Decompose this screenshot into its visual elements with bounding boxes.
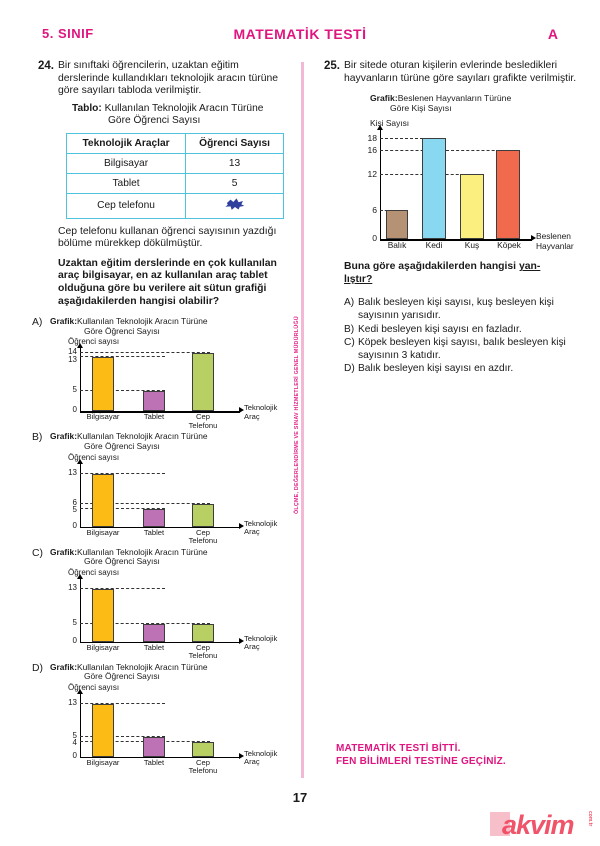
answer-option-c[interactable]: [344, 337, 580, 362]
option-a-ylabel: Öğrenci sayısı: [68, 337, 120, 347]
chart-title-label: Grafik:: [50, 546, 77, 557]
question-24-ask: Uzaktan eğitim derslerinde en çok kullanılan araç bilgisayar, en az kullanılan araç tablet olduğuna göre bu verilere ait sütun grafiği aşağıdakilerden hangisi olabilir?: [58, 257, 277, 307]
option-d-chart-title: [50, 663, 290, 682]
option-c-xlabel: Teknolojik Araç: [244, 633, 278, 652]
bar-balik: [386, 210, 408, 239]
bar-bilgisayar: [92, 474, 114, 527]
answer-c-letter: C): [344, 337, 355, 349]
table-header-row: [67, 133, 284, 153]
option-c-plot: [50, 577, 290, 660]
option-a-xlabel: Teknolojik Araç: [244, 403, 278, 421]
xcat-kopek: Köpek: [497, 240, 521, 251]
option-c[interactable]: [32, 546, 290, 660]
option-a-plot: [50, 346, 290, 430]
question-25-chart: [344, 94, 580, 250]
test-end-line2: FEN BİLİMLERİ TESTİNE GEÇİNİZ.: [336, 756, 506, 767]
table-row: [67, 193, 284, 218]
answer-a-letter: A): [344, 297, 355, 309]
option-b-letter: B): [32, 432, 43, 444]
bar-bilgisayar: [92, 704, 114, 757]
chart-title-line2: Göre Kişi Sayısı: [390, 102, 452, 113]
question-24-stem: Bir sınıftaki öğrencilerin, uzaktan eğitim derslerinde kullandıkları teknolojik aracın türüne göre sayıları tabloda verilmiştir.: [58, 60, 279, 97]
bar-kus: [460, 174, 484, 239]
xcat-bilgisayar: Bilgisayar: [86, 527, 120, 537]
ytick-13: 13: [68, 582, 77, 592]
left-column: [32, 60, 290, 776]
xcat-kedi: Kedi: [425, 240, 443, 251]
table-header-count: Öğrenci Sayısı: [186, 133, 284, 153]
option-d-plot: [50, 692, 290, 776]
option-c-letter: C): [32, 547, 43, 559]
xcat-bilgisayar: Bilgisayar: [86, 412, 120, 422]
option-c-ylabel: Öğrenci sayısı: [68, 567, 120, 577]
option-d-chart: [50, 661, 290, 776]
table-cell-count: 5: [186, 173, 284, 193]
bar-tablet: [143, 624, 165, 642]
table-cell-tool: Tablet: [67, 173, 186, 193]
test-end-notice: [336, 742, 506, 768]
xcat-cep-telefonu: Cep Telefonu: [188, 757, 218, 776]
option-b-chart: [50, 431, 290, 545]
ytick-13: 13: [68, 697, 77, 707]
answer-option-d[interactable]: [344, 363, 580, 376]
question-24-note: Cep telefonu kullanan öğrenci sayısının yazdığı bölüme mürekkep dökülmüştür.: [58, 225, 277, 250]
table-caption-line2: Göre Öğrenci Sayısı: [108, 115, 201, 127]
y-axis-arrow-icon: [77, 343, 83, 348]
option-d[interactable]: [32, 661, 290, 776]
chart-title-line1: Kullanılan Teknolojik Aracın Türüne: [77, 546, 208, 557]
answer-d-letter: D): [344, 363, 355, 375]
ytick-6: 6: [372, 205, 377, 216]
option-a[interactable]: [32, 316, 290, 430]
question-25: [318, 60, 580, 376]
institution-vertical-text: ÖLÇME, DEĞERLENDİRME VE SINAV HİZMETLERİ GENEL MÜDÜRLÜĞÜ: [294, 316, 300, 514]
chart-title-line1: Beslenen Hayvanların Türüne: [397, 93, 512, 104]
bar-bilgisayar: [92, 357, 114, 411]
option-c-chart: [50, 546, 290, 660]
option-d-letter: D): [32, 662, 43, 674]
chart-title-line2: Göre Öğrenci Sayısı: [84, 440, 160, 451]
ytick-0: 0: [72, 635, 77, 645]
gridline-14: [80, 352, 210, 353]
ask-underline-1: yan-: [518, 261, 541, 273]
chart-title-label: Grafik:: [50, 316, 77, 327]
page-number: 17: [292, 790, 308, 805]
y-axis: [380, 130, 381, 240]
bar-tablet: [143, 737, 165, 757]
chart-title-line1: Kullanılan Teknolojik Aracın Türüne: [77, 661, 208, 672]
answer-c-text: Köpek besleyen kişi sayısı, balık besleyen kişi sayısının 3 katıdır.: [358, 337, 566, 361]
question-25-ylabel: Kişi Sayısı: [370, 118, 410, 129]
ytick-13: 13: [68, 467, 77, 477]
xcat-cep-telefonu: Cep Telefonu: [188, 527, 218, 545]
question-25-number: 25.: [324, 60, 340, 72]
table-cell-tool: Cep telefonu: [67, 193, 186, 218]
ytick-4: 4: [72, 737, 77, 747]
booklet-label: A: [547, 26, 558, 42]
table-row: [67, 153, 284, 173]
bar-cep-telefonu: [192, 353, 214, 411]
ytick-0: 0: [372, 233, 377, 244]
bar-kedi: [422, 138, 446, 239]
xcat-tablet: Tablet: [143, 412, 165, 422]
watermark-tld: com.tr: [587, 811, 593, 827]
answer-option-b[interactable]: [344, 324, 580, 337]
option-b-plot: [50, 462, 290, 545]
table-cell-count: 13: [186, 153, 284, 173]
option-b-xlabel: Teknolojik Araç: [244, 518, 278, 536]
ytick-12: 12: [367, 169, 377, 180]
chart-title-label: Grafik:: [50, 661, 77, 672]
table-cell-count-obscured: [186, 193, 284, 218]
y-axis-arrow-icon: [77, 459, 83, 464]
option-a-chart-title: [50, 317, 290, 336]
table-row: [67, 173, 284, 193]
ask-text: Buna göre aşağıdakilerden hangisi: [344, 261, 519, 273]
question-25-plot: [344, 128, 580, 250]
option-d-xlabel: Teknolojik Araç: [244, 748, 278, 767]
ink-blot-icon: [225, 198, 245, 211]
y-axis-arrow-icon: [77, 689, 83, 694]
ytick-5: 5: [72, 385, 77, 395]
xcat-balik: Balık: [387, 240, 407, 251]
question-25-answers: [344, 297, 580, 376]
xcat-tablet: Tablet: [143, 527, 165, 537]
ytick-5: 5: [72, 730, 77, 740]
question-25-chart-title: [370, 94, 580, 113]
answer-option-a[interactable]: [344, 297, 580, 322]
ytick-0: 0: [72, 520, 77, 530]
bar-cep-telefonu: [192, 504, 214, 527]
ytick-0: 0: [72, 405, 77, 415]
option-b-ylabel: Öğrenci sayısı: [68, 452, 120, 462]
ytick-14: 14: [68, 347, 77, 357]
test-end-line1: MATEMATİK TESTİ BİTTİ.: [336, 743, 461, 754]
chart-title-line1: Kullanılan Teknolojik Aracın Türüne: [77, 316, 208, 327]
y-axis-arrow-icon: [377, 125, 383, 130]
bar-cep-telefonu: [192, 624, 214, 642]
chart-title-label: Grafik:: [50, 431, 77, 442]
bar-kopek: [496, 150, 520, 239]
answer-a-text: Balık besleyen kişi sayısı, kuş besleyen kişi sayısının yarısıdır.: [358, 297, 554, 321]
question-25-stem: Bir sitede oturan kişilerin evlerinde besledikleri hayvanların türüne göre sayıları grafikte verilmiştir.: [344, 60, 577, 84]
option-b-chart-title: [50, 432, 290, 451]
chart-title-line2: Göre Öğrenci Sayısı: [84, 325, 160, 336]
option-a-chart: [50, 316, 290, 430]
table-caption-line1: Kullanılan Teknolojik Aracın Türüne: [101, 102, 264, 114]
table-cell-tool: Bilgisayar: [67, 153, 186, 173]
ytick-5: 5: [72, 504, 77, 514]
xcat-tablet: Tablet: [143, 757, 165, 767]
gridline-18: [380, 138, 428, 139]
ytick-6: 6: [72, 497, 77, 507]
ytick-16: 16: [367, 145, 377, 156]
ytick-18: 18: [367, 133, 377, 144]
xcat-bilgisayar: Bilgisayar: [86, 757, 120, 767]
ytick-0: 0: [72, 750, 77, 760]
table-header-tools: Teknolojik Araçlar: [67, 133, 186, 153]
chart-title-line2: Göre Öğrenci Sayısı: [84, 671, 160, 682]
xcat-tablet: Tablet: [143, 642, 165, 652]
page-title: MATEMATİK TESTİ: [233, 26, 367, 42]
option-b[interactable]: [32, 431, 290, 545]
chart-title-label: Grafik:: [370, 93, 398, 104]
question-24: [32, 60, 290, 308]
y-axis: [80, 348, 81, 412]
bar-tablet: [143, 391, 165, 411]
answer-d-text: Balık besleyen kişi sayısı en azdır.: [358, 363, 514, 375]
table-caption-label: Tablo:: [72, 102, 102, 114]
chart-title-line1: Kullanılan Teknolojik Aracın Türüne: [77, 431, 208, 442]
ytick-13: 13: [68, 355, 77, 365]
watermark-text: akvim: [502, 810, 574, 840]
chart-title-line2: Göre Öğrenci Sayısı: [84, 556, 160, 567]
option-a-letter: A): [32, 317, 43, 329]
y-axis-arrow-icon: [77, 574, 83, 579]
xcat-bilgisayar: Bilgisayar: [86, 642, 120, 652]
bar-bilgisayar: [92, 589, 114, 642]
xcat-cep-telefonu: Cep Telefonu: [188, 412, 218, 430]
ask-underline-2: lıştır?: [344, 274, 373, 286]
option-d-ylabel: Öğrenci sayısı: [68, 682, 120, 692]
question-24-number: 24.: [38, 60, 54, 72]
option-c-chart-title: [50, 548, 290, 567]
answer-b-letter: B): [344, 323, 355, 335]
question-25-xlabel: Beslenen Hayvanlar: [536, 231, 574, 251]
question-25-ask: [344, 260, 580, 286]
question-24-table-caption: [72, 103, 290, 128]
page-header: [0, 26, 600, 48]
takvim-watermark: [488, 808, 594, 842]
grade-label: 5. SINIF: [42, 26, 94, 41]
xcat-cep-telefonu: Cep Telefonu: [188, 642, 218, 660]
bar-tablet: [143, 509, 165, 527]
answer-b-text: Kedi besleyen kişi sayısı en fazladır.: [358, 323, 522, 335]
technology-usage-table: [66, 133, 284, 219]
ytick-5: 5: [72, 617, 77, 627]
right-column: [318, 60, 580, 377]
xcat-kus: Kuş: [464, 240, 480, 251]
bar-cep-telefonu: [192, 742, 214, 757]
